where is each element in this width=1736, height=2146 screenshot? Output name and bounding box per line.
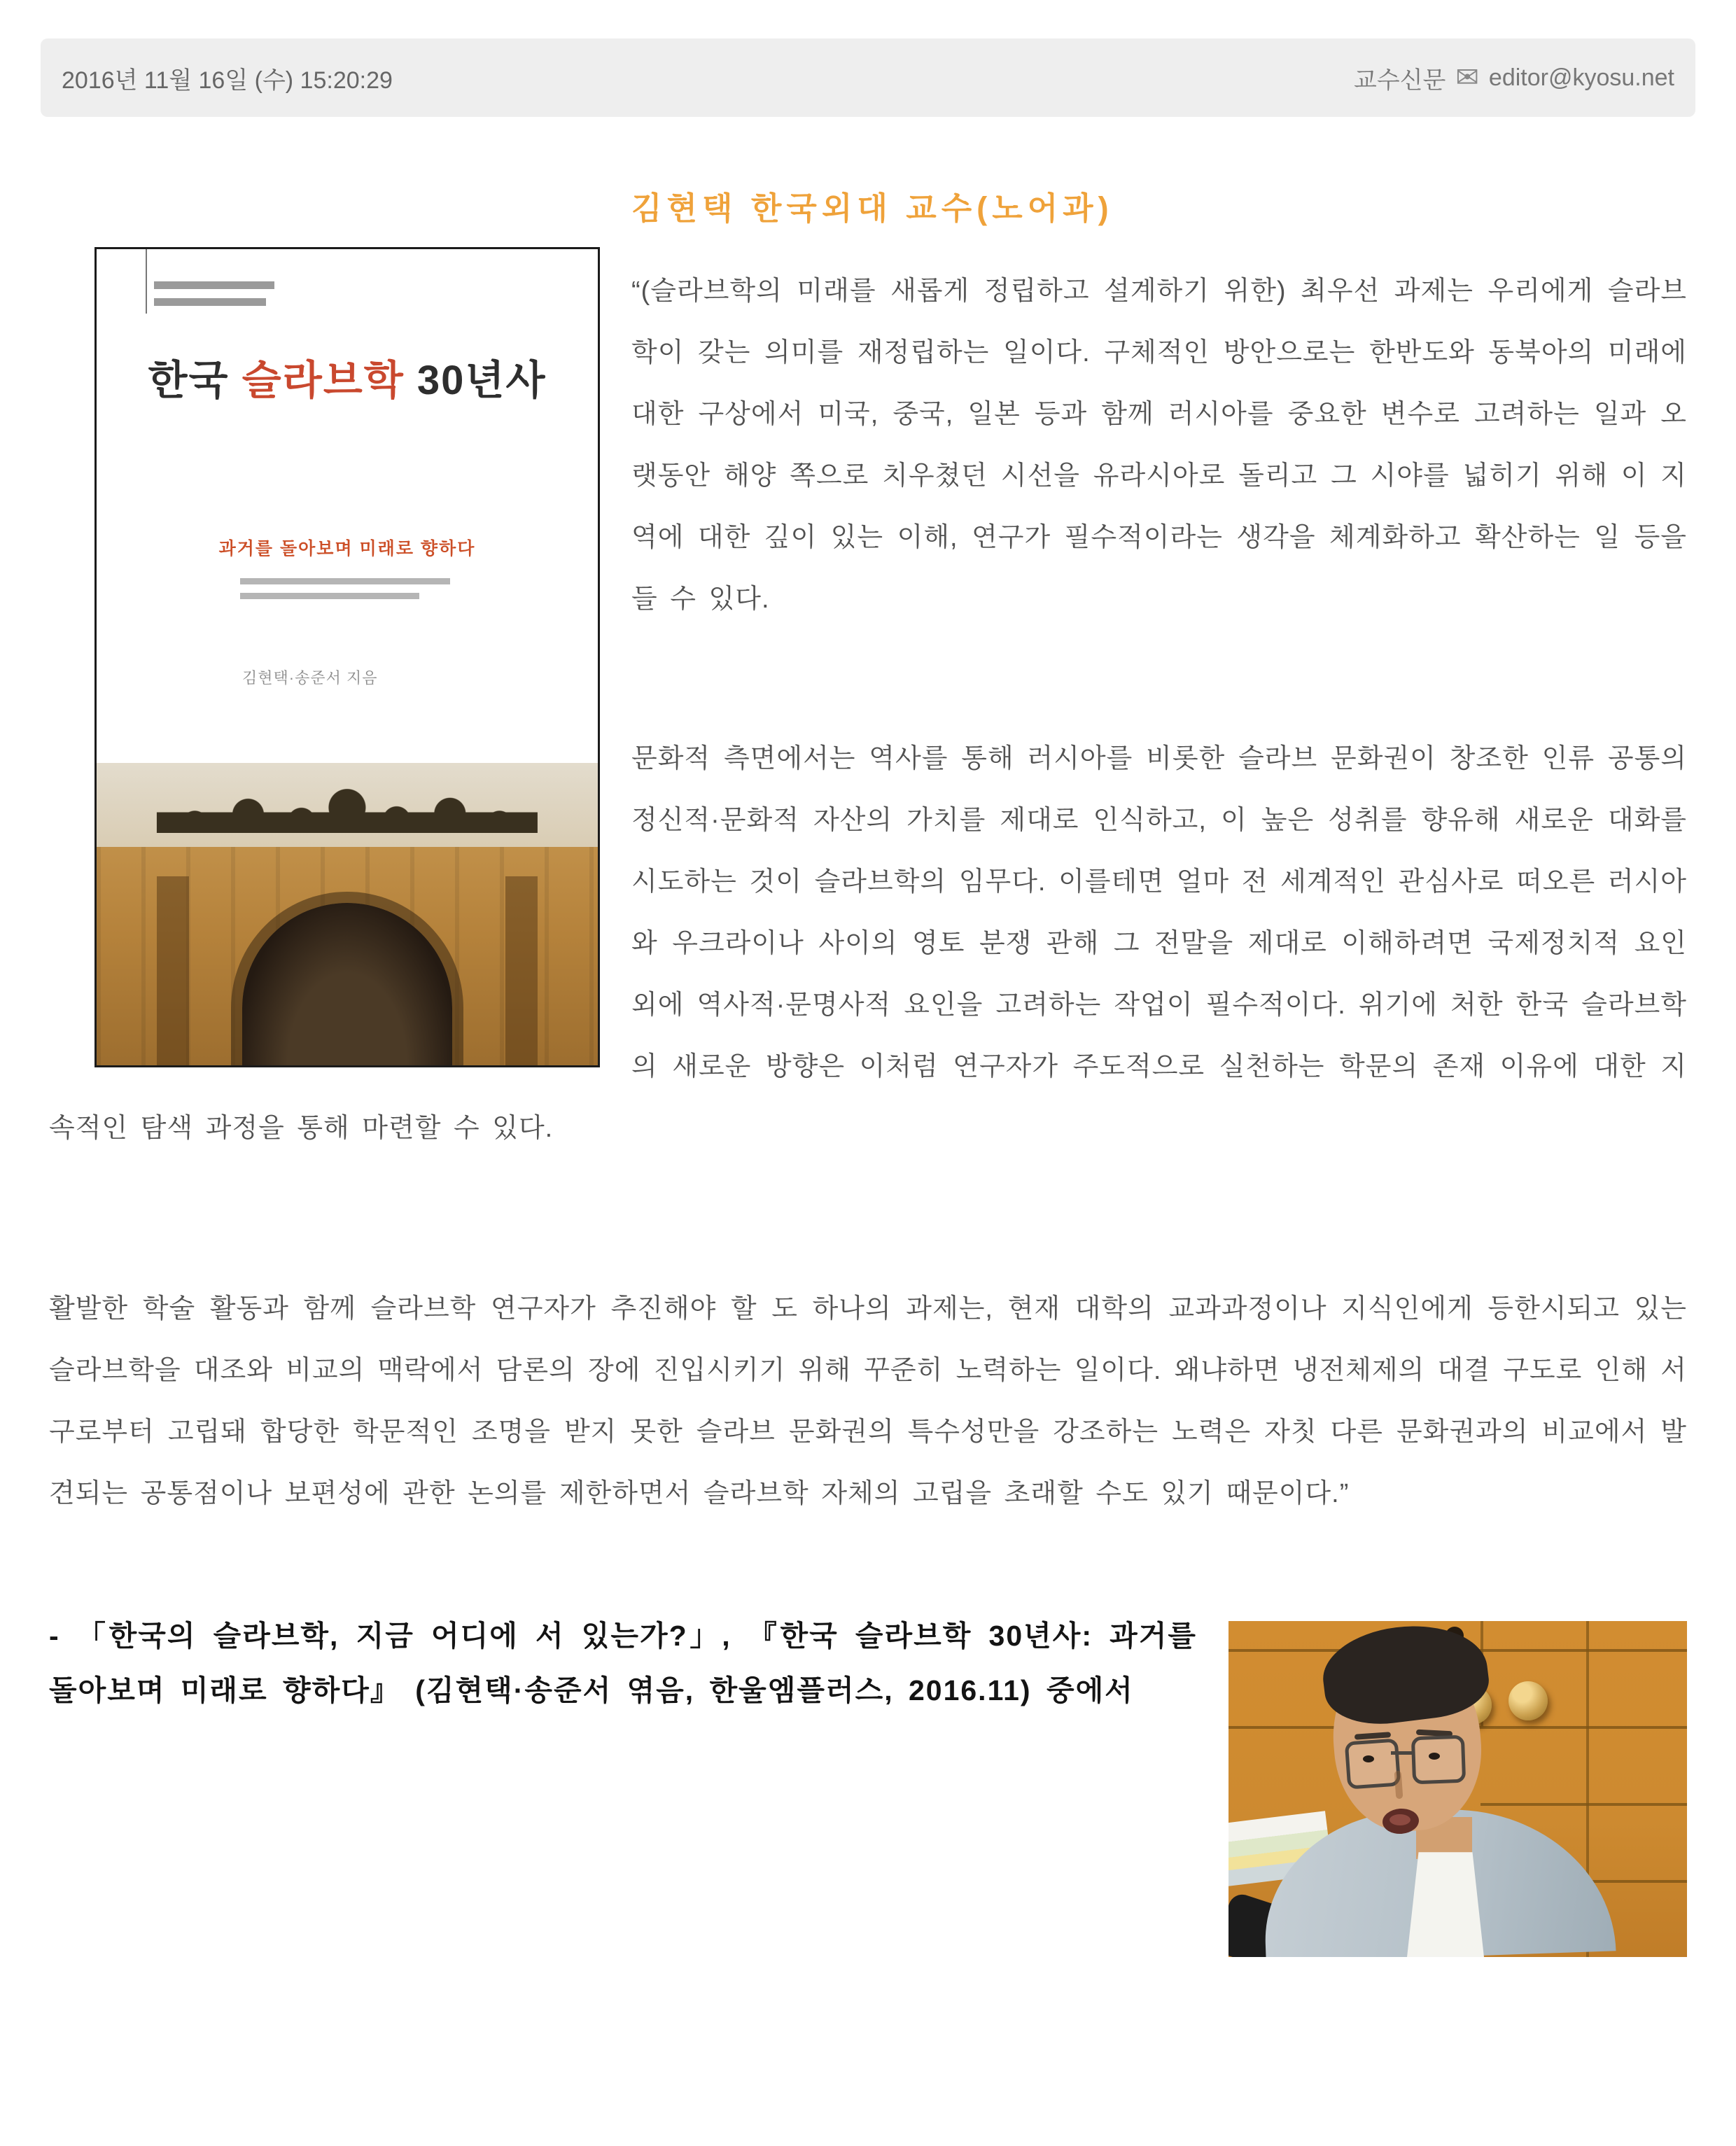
door-knob <box>1508 1681 1548 1720</box>
cover-fine-print-lines-2 <box>240 578 450 608</box>
fine-print-bar <box>154 298 266 306</box>
wood-panel-line <box>1480 1803 1687 1806</box>
professor-shirt <box>1407 1852 1484 1957</box>
paragraph-1: “(슬라브학의 미래를 새롭게 정립하고 설계하기 위한) 최우선 과제는 우리에게 슬라브학이 갖는 의미를 재정립하는 일이다. 구체적인 방안으로는 한반도와 동북아의 미래에 대한 구상에서 미국, 중국, 일본 등과 함께 러시아를 중요한 변수로 고려하는 일과 오랫동안 해양 쪽으로 치우쳤던 시선을 유라시아로 돌리고 그 시야를 넓히기 위해 이 지역에 대한 깊이 있는 이해, 연구가 필수적이라는 생각을 체계화하고 확산하는 일 등을 들 수 있다. <box>631 276 1687 615</box>
author-heading: 김현택 한국외대 교수(노어과) <box>631 190 1114 226</box>
book-title-suffix: 30년사 <box>404 358 547 403</box>
book-cover-image <box>94 247 600 1067</box>
arch-shadow-left <box>157 876 189 1065</box>
book-citation: - 「한국의 슬라브학, 지금 어디에 서 있는가?」, 『한국 슬라브학 30년사: 과거를 돌아보며 미래로 향하다』 (김현택·송준서 엮음, 한울엠플러스, 2016.11) 중에서 <box>49 1620 1197 1707</box>
envelope-icon: ✉ <box>1455 62 1479 93</box>
book-authors: 김현택·송준서 지음 <box>242 669 378 687</box>
cover-divider-line <box>146 249 147 314</box>
fine-print-bar <box>154 281 274 289</box>
article-date: 2016년 11월 16일 (수) 15:20:29 <box>62 66 393 94</box>
fine-print-bar <box>240 578 450 584</box>
paragraph-3: 활발한 학술 활동과 함께 슬라브학 연구자가 추진해야 할 도 하나의 과제는, 현재 대학의 교과과정이나 지식인에게 등한시되고 있는 슬라브학을 대조와 비교의 맥락에서 담론의 장에 진입시키기 위해 꾸준히 노력하는 일이다. 왜냐하면 냉전체제의 대결 구도로 인해 서구로부터 고립돼 합당한 학문적인 조명을 받지 못한 슬라브 문화권의 특수성만을 강조하는 노력은 자칫 다른 문화권과의 비교에서 발견되는 공통점이나 보편성에 관한 논의를 제한하면서 슬라브학 자체의 고립을 초래할 수도 있기 때문이다.” <box>49 1294 1687 1509</box>
book-title-prefix: 한국 <box>148 358 242 403</box>
article-body <box>0 185 1736 1957</box>
cover-fine-print-lines <box>154 281 274 315</box>
brand-name: 교수신문 <box>1354 66 1446 94</box>
professor-photo <box>1228 1621 1687 1957</box>
brand-area <box>1354 61 1674 95</box>
book-title-accent: 슬라브학 <box>241 358 405 403</box>
top-bar <box>41 38 1695 117</box>
glasses-lens <box>1345 1739 1401 1790</box>
fine-print-bar <box>240 593 419 599</box>
glasses-bridge <box>1391 1751 1413 1755</box>
citation-section <box>49 1608 1687 1957</box>
statues-silhouette <box>157 787 538 833</box>
paragraph-2: 문화적 측면에서는 역사를 통해 러시아를 비롯한 슬라브 문화권이 창조한 인류 공통의 정신적·문화적 자산의 가치를 제대로 인식하고, 이 높은 성취를 향유해 새로운 대화를 시도하는 것이 슬라브학의 임무다. 이를테면 얼마 전 세계적인 관심사로 떠오른 러시아와 우크라이나 사이의 영토 분쟁 관해 그 전말을 제대로 이해하려면 국제정치적 요인 외에 역사적·문명사적 요인을 고려하는 작업이 필수적이다. 위기에 처한 한국 슬라브학의 새로운 방향은 이처럼 연구자가 주도적으로 실천하는 학문의 존재 이유에 대한 지속적인 탐색 과정을 통해 마련할 수 있다. <box>49 744 1687 1144</box>
arch-photo <box>97 763 598 1065</box>
arch-shadow-right <box>505 876 538 1065</box>
book-title <box>97 347 598 406</box>
editor-email-link[interactable]: editor@kyosu.net <box>1488 64 1674 91</box>
glasses-lens <box>1411 1735 1466 1785</box>
book-subtitle: 과거를 돌아보며 미래로 향하다 <box>218 539 476 559</box>
